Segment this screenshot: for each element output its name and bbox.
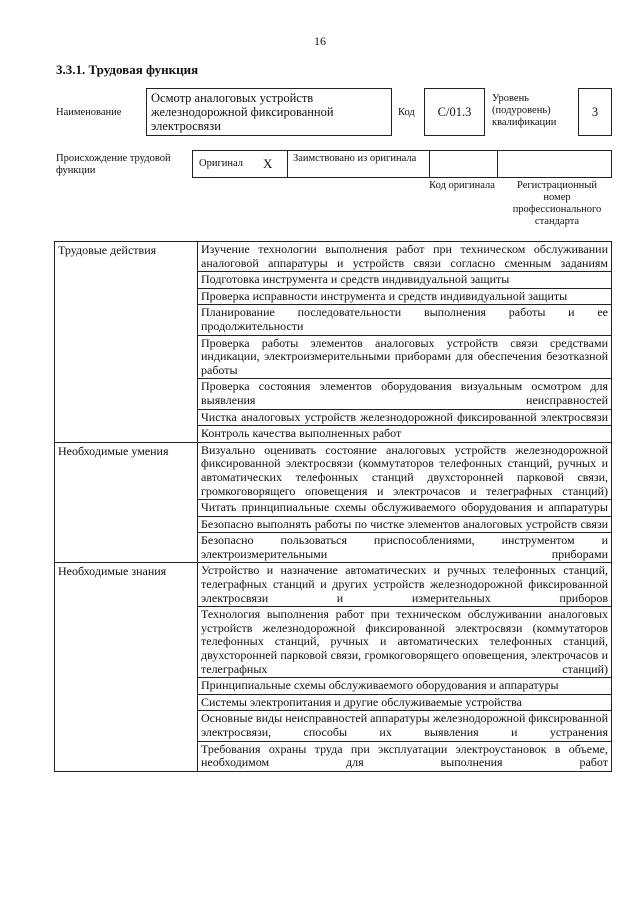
list-item: Контроль качества выполненных работ [198, 426, 612, 443]
list-item: Планирование последовательности выполнения работы и ее продолжительности [198, 305, 612, 335]
category-cell: Необходимые умения [55, 442, 198, 563]
table-row [55, 563, 612, 607]
divider [497, 151, 498, 177]
list-item: Читать принципиальные схемы обслуживаемого оборудования и аппаратуры [198, 500, 612, 517]
list-item: Устройство и назначение автоматических и ручных телефонных станций, телеграфных станций и других устройств железнодорожной фиксированной электросвязи и измерительных приборов [198, 563, 612, 607]
level-label: Уровень (подуровень) квалификации [492, 93, 557, 128]
function-name: Осмотр аналоговых устройств железнодорожной фиксированной электросвязи [151, 91, 334, 133]
origin-label: Происхождение трудовой функции [56, 153, 171, 176]
list-item: Принципиальные схемы обслуживаемого оборудования и аппаратуры [198, 678, 612, 695]
list-item: Системы электропитания и другие обслуживаемые устройства [198, 694, 612, 711]
list-item: Изучение технологии выполнения работ при техническом обслуживании аналоговой аппаратуры и устройств связи согласно сменным заданиям [198, 242, 612, 272]
list-item: Основные виды неисправностей аппаратуры железнодорожной фиксированной электросвязи, способы их выявления и устранения [198, 711, 612, 741]
level-box [578, 88, 612, 136]
list-item: Требования охраны труда при эксплуатации электроустановок в объеме, необходимом для выполнения работ [198, 741, 612, 771]
divider [429, 151, 430, 177]
origin-table [192, 150, 612, 178]
category-cell: Необходимые знания [55, 563, 198, 771]
list-item: Безопасно пользоваться приспособлениями, инструментом и электроизмерительными приборами [198, 533, 612, 563]
reg-number-caption: Регистрационный номер профессионального стандарта [512, 180, 602, 227]
list-item: Визуально оценивать состояние аналоговых устройств железнодорожной фиксированной электросвязи (коммутаторов телефонных станций, ручных и автоматических телефонных станций двухсторонней парковой связи, громкоговорящего оповещения и электрочасов и телеграфных станций) [198, 442, 612, 499]
function-details-table [54, 241, 612, 772]
level-value: 3 [591, 105, 599, 119]
code-box [424, 88, 485, 136]
page-number: 16 [314, 34, 326, 48]
list-item: Безопасно выполнять работы по чистке элементов аналоговых устройств связи [198, 516, 612, 533]
function-name-box [146, 88, 392, 136]
divider [287, 151, 288, 177]
borrowed-label: Заимствовано из оригинала [293, 153, 417, 164]
code-value: C/01.3 [437, 105, 472, 119]
list-item: Чистка аналоговых устройств железнодорожной фиксированной электросвязи [198, 409, 612, 426]
original-label: Оригинал [199, 158, 243, 169]
code-original-caption: Код оригинала [429, 180, 495, 191]
list-item: Проверка исправности инструмента и средств индивидуальной защиты [198, 288, 612, 305]
original-mark: X [263, 156, 273, 171]
name-label: Наименование [56, 107, 122, 118]
list-item: Проверка работы элементов аналоговых устройств связи средствами индикации, электроизмерительными приборами для обеспечения безотказной работы [198, 335, 612, 379]
section-title: 3.3.1. Трудовая функция [56, 62, 199, 77]
table-row [55, 442, 612, 499]
category-cell: Трудовые действия [55, 242, 198, 443]
list-item: Проверка состояния элементов оборудования визуальным осмотром для выявления неисправностей [198, 379, 612, 409]
list-item: Подготовка инструмента и средств индивидуальной защиты [198, 272, 612, 289]
table-row [55, 242, 612, 272]
code-label: Код [398, 107, 415, 118]
list-item: Технология выполнения работ при техническом обслуживании аналоговых устройств железнодорожной фиксированной электросвязи (коммутаторов телефонных станций, ручных и автоматических телефонных станций, двухсторонней парковой связи, громкоговорящего оповещения, электрочасов и телеграфных станций) [198, 607, 612, 678]
